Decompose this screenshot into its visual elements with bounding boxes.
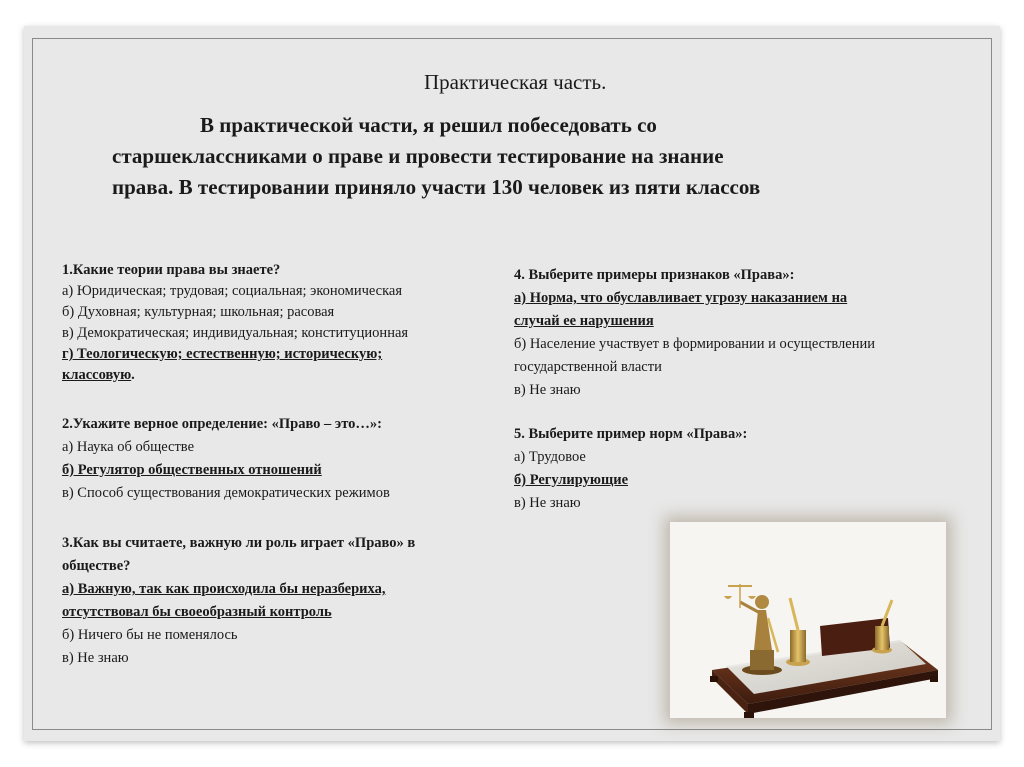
- question-1-answer-c: в) Демократическая; индивидуальная; конституционная: [62, 325, 409, 341]
- question-4-answer-b-cont: государственной власти: [514, 359, 662, 375]
- question-1-answer-b: б) Духовная; культурная; школьная; расовая: [62, 304, 335, 320]
- question-3-header-cont: обществе?: [62, 558, 131, 574]
- intro-line-1: В практической части, я решил побеседовать со: [200, 113, 657, 137]
- question-1-header: 1.Какие теории права вы знаете?: [62, 262, 281, 278]
- themis-desk-set-image: [670, 522, 946, 718]
- question-4-correct-answer: а) Норма, что обуславливает угрозу наказанием на: [514, 290, 848, 306]
- question-5-header: 5. Выберите пример норм «Права»:: [514, 426, 748, 442]
- themis-desk-set-illustration: [670, 522, 946, 718]
- question-4-correct-answer-cont: случай ее нарушения: [514, 313, 654, 329]
- question-3-answer-b: б) Ничего бы не поменялось: [62, 627, 238, 643]
- question-4: [514, 264, 954, 402]
- intro-paragraph: [112, 110, 912, 203]
- question-4-answer-b: б) Население участвует в формировании и осуществлении: [514, 336, 876, 352]
- question-1-correct-suffix: .: [131, 367, 135, 383]
- question-3: [62, 532, 492, 670]
- question-2-answer-c: в) Способ существования демократических режимов: [62, 485, 390, 501]
- questions-left-column: [62, 260, 492, 691]
- question-4-header: 4. Выберите примеры признаков «Права»:: [514, 267, 795, 283]
- question-2-answer-a: а) Наука об обществе: [62, 439, 195, 455]
- question-5-answer-a: а) Трудовое: [514, 449, 586, 465]
- question-2-correct-answer: б) Регулятор общественных отношений: [62, 462, 322, 478]
- slide-title: Практическая часть.: [424, 70, 607, 94]
- question-3-header: 3.Как вы считаете, важную ли роль играет «Право» в: [62, 535, 416, 551]
- question-4-answer-c: в) Не знаю: [514, 382, 581, 398]
- question-3-correct-answer: а) Важную, так как происходила бы неразбериха,: [62, 581, 386, 597]
- question-1: [62, 260, 492, 386]
- slide: [24, 26, 1000, 741]
- question-5-answer-c: в) Не знаю: [514, 495, 581, 511]
- question-5: [514, 423, 954, 515]
- question-1-correct-answer: г) Теологическую; естественную; историческую;: [62, 346, 383, 362]
- question-3-answer-c: в) Не знаю: [62, 650, 129, 666]
- question-1-answer-a: а) Юридическая; трудовая; социальная; экономическая: [62, 283, 403, 299]
- question-2: [62, 413, 492, 505]
- questions-right-column: [514, 264, 954, 536]
- intro-line-3: права. В тестировании приняло участи 130 человек из пяти классов: [112, 175, 761, 199]
- intro-line-2: старшеклассниками о праве и провести тестирование на знание: [112, 144, 724, 168]
- question-5-correct-answer: б) Регулирующие: [514, 472, 629, 488]
- question-1-correct-answer-cont: классовую: [62, 367, 132, 383]
- question-2-header: 2.Укажите верное определение: «Право – это…»:: [62, 416, 382, 432]
- question-3-correct-answer-cont: отсутствовал бы своеобразный контроль: [62, 604, 332, 620]
